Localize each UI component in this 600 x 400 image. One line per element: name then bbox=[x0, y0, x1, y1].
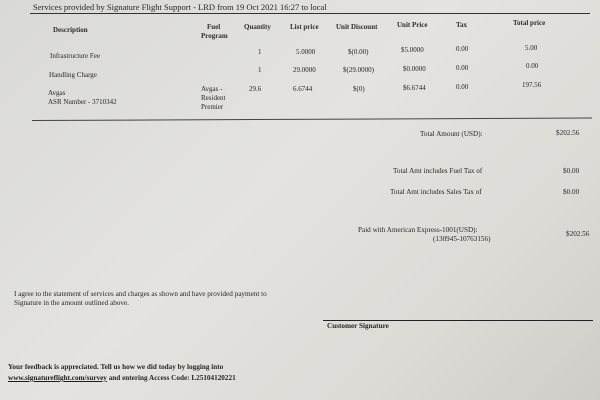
row-quantity: 1 bbox=[258, 66, 262, 74]
signature-line bbox=[323, 320, 593, 321]
row-list-price: 6.6744 bbox=[293, 85, 313, 93]
row-unit-discount: $(0.00) bbox=[348, 48, 369, 56]
row-unit-price: $0.0000 bbox=[403, 65, 426, 73]
feedback-line2 bbox=[8, 374, 236, 382]
row-quantity: 29.6 bbox=[249, 85, 262, 93]
col-unit-discount: Unit Discount bbox=[336, 23, 378, 31]
row-sub-description: ASR Number - 3710342 bbox=[48, 98, 117, 106]
row-tax: 0.00 bbox=[456, 64, 469, 72]
paid-label-line2: (130945-10763156) bbox=[433, 235, 491, 243]
row-unit-discount: $(0) bbox=[353, 85, 365, 93]
row-fuel-program-2: Resident bbox=[201, 94, 226, 102]
paid-value: $202.56 bbox=[566, 230, 590, 238]
fuel-tax-value: $0.00 bbox=[563, 167, 580, 175]
paid-label-line1: Paid with American Express-1001(USD): bbox=[358, 226, 478, 234]
row-total-price: 5.00 bbox=[525, 44, 538, 52]
row-description: Handling Charge bbox=[49, 71, 97, 79]
row-fuel-program-3: Premier bbox=[201, 103, 224, 111]
row-tax: 0.00 bbox=[456, 45, 469, 53]
row-list-price: 29.0000 bbox=[293, 66, 316, 74]
agreement-line2: Signature in the amount outlined above. bbox=[14, 299, 129, 307]
fuel-tax-label: Total Amt includes Fuel Tax of bbox=[393, 167, 483, 175]
row-description: Infrastructure Fee bbox=[50, 52, 100, 60]
col-list-price: List price bbox=[290, 23, 319, 31]
col-description: Description bbox=[53, 26, 88, 34]
row-total-price: 0.00 bbox=[526, 62, 539, 70]
total-amount-label: Total Amount (USD): bbox=[420, 130, 483, 138]
col-fuel-program-2: Program bbox=[201, 32, 228, 40]
row-total-price: 197.56 bbox=[522, 81, 542, 89]
sales-tax-label: Total Amt includes Sales Tax of bbox=[390, 188, 482, 196]
row-unit-price: $6.6744 bbox=[403, 84, 426, 92]
sales-tax-value: $0.00 bbox=[563, 188, 580, 196]
survey-link[interactable]: www.signatureflight.com/survey bbox=[8, 374, 107, 382]
col-unit-price: Unit Price bbox=[397, 21, 428, 29]
row-quantity: 1 bbox=[258, 48, 262, 56]
col-tax: Tax bbox=[456, 21, 468, 29]
col-total-price: Total price bbox=[513, 19, 546, 27]
row-tax: 0.00 bbox=[456, 83, 469, 91]
row-fuel-program-1: Avgas - bbox=[201, 85, 223, 93]
access-code-text: and entering Access Code: L25104120221 bbox=[106, 374, 236, 382]
col-fuel-program-1: Fuel bbox=[207, 23, 221, 31]
row-unit-price: $5.0000 bbox=[401, 46, 424, 54]
row-list-price: 5.0000 bbox=[296, 48, 316, 56]
total-amount-value: $202.56 bbox=[556, 129, 580, 137]
agreement-line1: I agree to the statement of services and charges as shown and have provided payment to bbox=[14, 290, 267, 298]
receipt-title: Services provided by Signature Flight Support - LRD from 19 Oct 2021 16:27 to local bbox=[33, 2, 327, 12]
customer-signature-label: Customer Signature bbox=[327, 322, 389, 330]
table-divider bbox=[32, 118, 592, 121]
row-unit-discount: $(29.0000) bbox=[343, 66, 374, 74]
col-quantity: Quantity bbox=[244, 23, 271, 31]
feedback-line1: Your feedback is appreciated. Tell us how we did today by logging into bbox=[8, 363, 224, 371]
row-description: Avgas bbox=[48, 89, 66, 97]
